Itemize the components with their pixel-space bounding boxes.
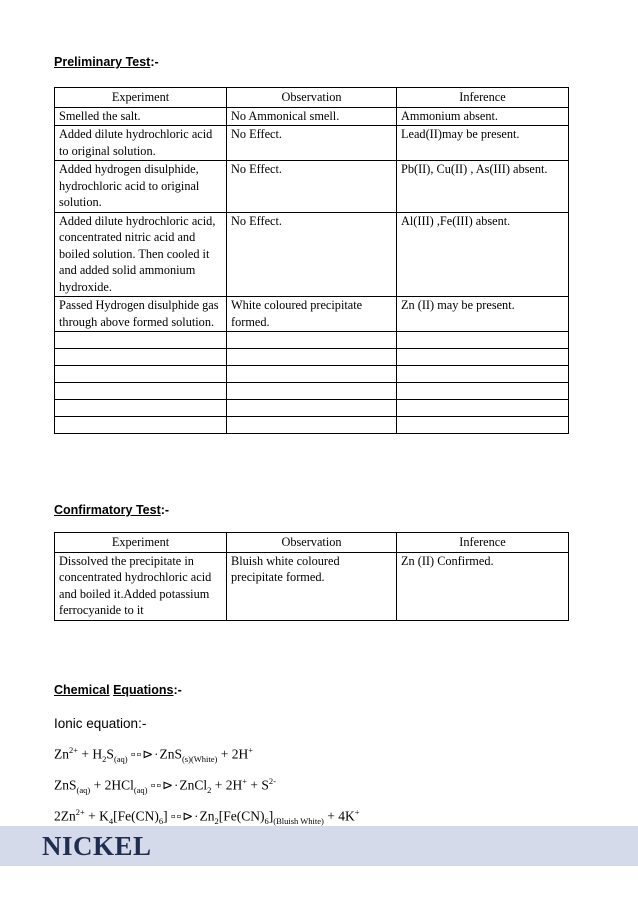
eq2-state-1: (aq): [76, 785, 91, 796]
preliminary-heading: [54, 55, 159, 69]
eq1-product-2: + 2H: [220, 746, 249, 762]
reaction-arrow-icon: ▫▫⊳·: [131, 746, 160, 762]
experiment-cell: Passed Hydrogen disulphide gas through above formed solution.: [55, 297, 227, 332]
empty-row: [55, 366, 569, 383]
inference-cell: Pb(II), Cu(II) , As(III) absent.: [397, 161, 569, 213]
reaction-arrow-icon: ▫▫⊳·: [171, 808, 200, 824]
inference-cell: Zn (II) Confirmed.: [397, 552, 569, 620]
table-row: [55, 212, 569, 297]
experiment-cell: Added dilute hydrochloric acid to original solution.: [55, 126, 227, 161]
eq3-reactant-1: 2Zn: [54, 808, 76, 824]
observation-cell: White coloured precipitate formed.: [227, 297, 397, 332]
observation-cell: No Ammonical smell.: [227, 107, 397, 126]
eq1-product-charge: +: [248, 745, 254, 755]
eq3-sub-4: 6: [264, 816, 269, 827]
eq2-product-2: + 2H: [214, 777, 243, 793]
equations-heading-a: Chemical: [54, 683, 110, 697]
eq1-state: (aq): [113, 754, 128, 765]
confirmatory-table: [54, 532, 569, 621]
eq2-reactant-1: ZnS: [54, 777, 77, 793]
eq2-charge-2: 2-: [268, 776, 276, 786]
header-experiment: Experiment: [55, 533, 227, 553]
eq3-charge: 2+: [75, 807, 85, 817]
eq3-product-1b: [Fe(CN): [218, 808, 265, 824]
confirmatory-heading-text: Confirmatory Test: [54, 503, 161, 517]
experiment-cell: Smelled the salt.: [55, 107, 227, 126]
header-observation: Observation: [227, 533, 397, 553]
reaction-arrow-icon: ▫▫⊳·: [150, 777, 180, 793]
empty-row: [55, 383, 569, 400]
preliminary-table: [54, 87, 569, 434]
inference-cell: Al(III) ,Fe(III) absent.: [397, 212, 569, 297]
inference-cell: Zn (II) may be present.: [397, 297, 569, 332]
eq3-sub-2: 6: [158, 816, 164, 827]
equations-heading-b: Equations: [113, 683, 174, 697]
preliminary-heading-suffix: :-: [150, 55, 159, 69]
observation-cell: No Effect.: [227, 212, 397, 297]
eq3-reactant-2: + K: [88, 808, 109, 824]
header-observation: Observation: [227, 88, 397, 108]
ionic-equation-label: Ionic equation:-: [54, 716, 147, 731]
table-row: [55, 161, 569, 213]
eq1-reactant-2: + H: [81, 746, 103, 762]
observation-cell: Bluish white coloured precipitate formed.: [227, 552, 397, 620]
eq3-reactant-2c: ]: [163, 808, 168, 824]
eq3-product-2: + 4K: [327, 808, 355, 824]
eq3-product-1: Zn: [199, 808, 215, 824]
empty-row: [55, 417, 569, 434]
empty-row: [55, 349, 569, 366]
observation-cell: No Effect.: [227, 126, 397, 161]
table-header-row: [55, 533, 569, 553]
eq1-charge: 2+: [69, 745, 79, 755]
header-inference: Inference: [397, 88, 569, 108]
observation-cell: No Effect.: [227, 161, 397, 213]
eq1-reactant-1: Zn: [54, 746, 69, 762]
table-row: [55, 552, 569, 620]
equation-1: [54, 745, 253, 764]
footer-band: [0, 826, 638, 866]
header-inference: Inference: [397, 533, 569, 553]
eq2-subscript: 2: [207, 785, 212, 796]
equation-3: [54, 807, 360, 826]
eq3-reactant-2b: [Fe(CN): [113, 808, 159, 824]
eq2-charge-1: +: [242, 776, 248, 786]
equations-heading: [54, 683, 182, 697]
eq1-product-state: (s)(White): [181, 754, 218, 765]
header-experiment: Experiment: [55, 88, 227, 108]
equations-heading-suffix: :-: [173, 683, 182, 697]
eq2-reactant-2: + 2HCl: [93, 777, 134, 793]
equation-2: [54, 776, 276, 795]
eq3-product-state: (Bluish White): [273, 816, 324, 827]
eq2-product-3: + S: [250, 777, 269, 793]
inference-cell: Ammonium absent.: [397, 107, 569, 126]
table-row: [55, 126, 569, 161]
eq1-product-1: ZnS: [159, 746, 182, 762]
eq1-reactant-2b: S: [106, 746, 114, 762]
eq1-subscript: 2: [102, 754, 107, 765]
empty-row: [55, 332, 569, 349]
experiment-cell: Added dilute hydrochloric acid, concentrated nitric acid and boiled solution. Then cooled it and added solid ammonium hydroxide.: [55, 212, 227, 297]
table-row: [55, 297, 569, 332]
empty-row: [55, 400, 569, 417]
table-row: [55, 107, 569, 126]
inference-cell: Lead(II)may be present.: [397, 126, 569, 161]
footer-title: NICKEL: [42, 831, 152, 861]
eq2-state-2: (aq): [133, 785, 148, 796]
confirmatory-heading: [54, 503, 169, 517]
experiment-cell: Dissolved the precipitate in concentrated hydrochloric acid and boiled it.Added potassium ferrocyanide to it: [55, 552, 227, 620]
preliminary-heading-text: Preliminary Test: [54, 55, 151, 69]
eq3-sub-3: 2: [214, 816, 219, 827]
confirmatory-heading-suffix: :-: [160, 503, 170, 517]
table-header-row: [55, 88, 569, 108]
eq3-product-1c: ]: [268, 808, 274, 824]
eq2-product-1: ZnCl: [179, 777, 208, 793]
eq3-product-charge: +: [354, 807, 360, 817]
experiment-cell: Added hydrogen disulphide, hydrochloric acid to original solution.: [55, 161, 227, 213]
eq3-sub-1: 4: [108, 816, 114, 827]
